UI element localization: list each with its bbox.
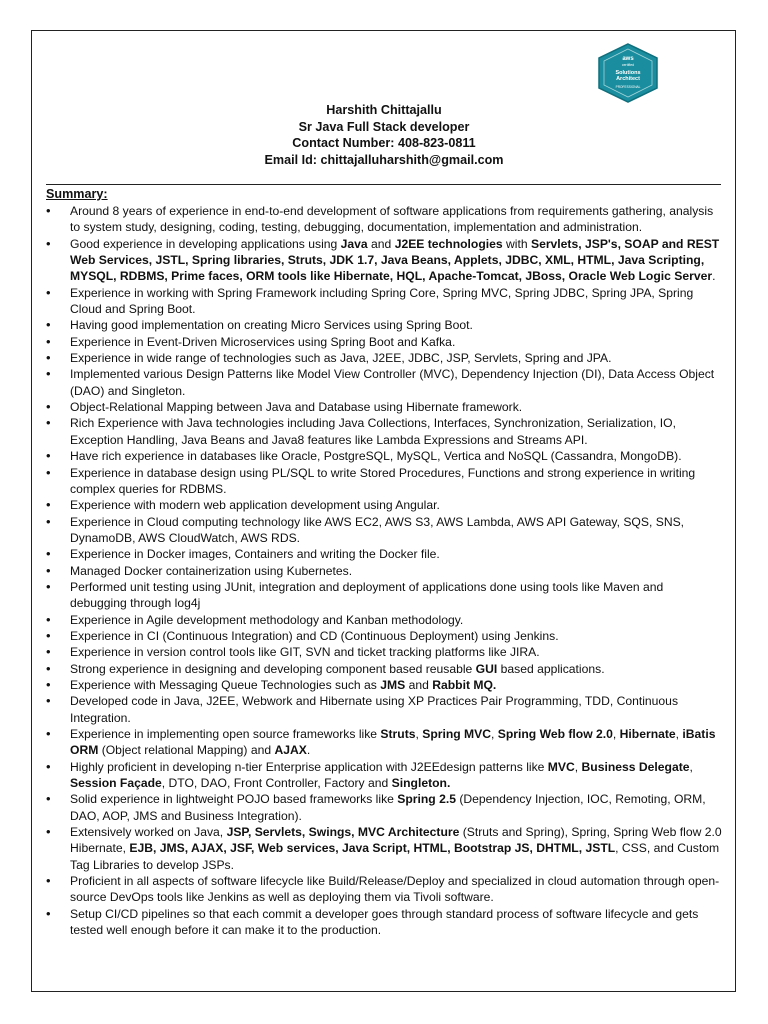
summary-item-text: Performed unit testing using JUnit, integration and deployment of applications done using tools like Maven and debugging through log4j (70, 579, 664, 611)
summary-item (46, 203, 723, 236)
summary-item (46, 546, 723, 562)
summary-item-text: and (405, 677, 433, 692)
summary-item-text: , CSS, and Custom Tag Libraries to develop JSPs. (70, 841, 720, 872)
summary-item (46, 726, 723, 759)
summary-item-bold-text: Session Façade (70, 776, 162, 791)
summary-item (46, 824, 723, 873)
summary-item-bold-text: GUI (475, 661, 498, 676)
summary-item (46, 514, 723, 547)
summary-item-text: (Struts and Spring), Spring, Spring Web flow 2.0 Hibernate, (70, 825, 722, 856)
summary-item-text: Experience with modern web application development using Angular. (70, 498, 440, 513)
summary-item (46, 873, 723, 906)
email-id: Email Id: chittajalluharshith@gmail.com (264, 152, 504, 167)
summary-item-text: Around 8 years of experience in end-to-end development of software applications from requirements gathering, analysis to system study, designing, coding, testing, debugging, documentation, implementation and administration. (70, 204, 714, 235)
summary-item-text: Experience in implementing open source frameworks like (70, 727, 381, 741)
summary-item-bold-text: Struts (380, 727, 416, 741)
summary-item-text: Object-Relational Mapping between Java and Database using Hibernate framework. (70, 400, 523, 415)
summary-item (46, 317, 723, 333)
summary-item-text: Good experience in developing applications using (70, 236, 341, 251)
contact-number: Contact Number: 408-823-0811 (292, 136, 476, 150)
summary-item-text: Experience in Cloud computing technology like AWS EC2, AWS S3, AWS Lambda, AWS API Gateway, SQS, SNS, DynamoDB, AWS CloudWatch, AWS RDS. (70, 514, 685, 545)
summary-item (46, 285, 723, 318)
summary-item-text: Rich Experience with Java technologies including Java Collections, Interfaces, Synchronization, Serialization, IO, Exception Handling, Java Beans and Java8 features like Lambda Expressions and Streams API. (70, 416, 676, 447)
summary-item-text: (Object relational Mapping) and (98, 743, 275, 758)
summary-item-text: Experience in version control tools like GIT, SVN and ticket tracking platforms like JIRA. (70, 645, 540, 660)
summary-item (46, 563, 723, 579)
badge-line-4: Architect (616, 76, 640, 82)
summary-item-text: Experience in Docker images, Containers and writing the Docker file. (70, 547, 440, 562)
summary-item-bold-text: Business Delegate (581, 759, 690, 774)
summary-item-bold-text: Rabbit MQ. (432, 677, 497, 692)
summary-item-bold-text: Hibernate (619, 727, 676, 741)
summary-item-text: , (574, 759, 582, 774)
summary-item (46, 465, 723, 498)
summary-item (46, 677, 723, 693)
badge-line-1: aws (622, 56, 634, 62)
summary-item (46, 644, 723, 660)
summary-item-text: Experience in working with Spring Framework including Spring Core, Spring MVC, Spring JDBC, Spring JPA, Spring Cloud and Spring Boot. (70, 285, 694, 317)
summary-item-text: (Dependency Injection, IOC, Remoting, ORM, DAO, AOP, JMS and Business Integration). (70, 792, 706, 823)
resume-header (150, 102, 618, 168)
summary-item-text: Experience in Event-Driven Microservices using Spring Boot and Kafka. (70, 334, 456, 349)
summary-item-bold-text: Spring MVC (422, 727, 492, 741)
summary-item-text: and (367, 236, 395, 251)
summary-item-text: . (712, 269, 716, 284)
summary-item-text: , DTO, DAO, Front Controller, Factory and (161, 776, 392, 791)
summary-item-text: Having good implementation on creating Micro Services using Spring Boot. (70, 318, 473, 333)
summary-item (46, 236, 723, 285)
summary-item (46, 791, 723, 824)
summary-item-text: Developed code in Java, J2EE, Webwork and Hibernate using XP Practices Pair Programming, TDD, Continuous Integration. (70, 694, 679, 725)
summary-item-bold-text: EJB, JMS, AJAX, JSF, Web services, Java Script, HTML, Bootstrap JS, DHTML, JSTL (129, 841, 616, 856)
summary-item-text: , (675, 727, 683, 741)
summary-item-text: . (306, 743, 311, 758)
summary-item-text: , (612, 727, 620, 741)
summary-item (46, 661, 723, 677)
summary-item-bold-text: MVC (547, 759, 575, 774)
summary-item-text: , (689, 759, 693, 774)
badge-line-3: Solutions (615, 70, 641, 76)
summary-item-text: with (502, 236, 531, 251)
summary-item (46, 628, 723, 644)
summary-item-text: Extensively worked on Java, (70, 825, 227, 840)
summary-item-text: Experience in database design using PL/SQL to write Stored Procedures, Functions and strong experience in writing complex queries for RDBMS. (70, 465, 696, 496)
aws-certification-badge (597, 43, 659, 103)
summary-item (46, 759, 723, 792)
summary-item-text: Managed Docker containerization using Kubernetes. (70, 563, 353, 578)
summary-list (46, 203, 723, 938)
header-divider (46, 184, 721, 185)
summary-item-text: Proficient in all aspects of software lifecycle like Build/Release/Deploy and specialized in cloud automation through open-source DevOps tools like Jenkins as well as deploying them via Tivoli software. (70, 874, 720, 905)
summary-item-text: Highly proficient in developing n-tier Enterprise application with J2EEdesign patterns like (70, 759, 548, 774)
summary-item (46, 448, 723, 464)
summary-item (46, 366, 723, 399)
summary-item-bold-text: JSP, Servlets, Swings, MVC Architecture (226, 825, 460, 840)
summary-item (46, 497, 723, 513)
summary-item-text: Experience in CI (Continuous Integration) and CD (Continuous Deployment) using Jenkins. (70, 628, 559, 643)
summary-item-text: Experience in Agile development methodology and Kanban methodology. (70, 612, 464, 627)
summary-item-text: , (491, 727, 498, 741)
summary-item-bold-text: JMS (380, 677, 406, 692)
summary-item (46, 399, 723, 415)
summary-item-text: Experience with Messaging Queue Technologies such as (70, 677, 381, 692)
badge-line-2: certified (621, 63, 635, 67)
summary-item (46, 350, 723, 366)
summary-item-text: Setup CI/CD pipelines so that each commit a developer goes through standard process of software lifecycle and gets tested well enough before it can make it to the production. (70, 906, 699, 938)
summary-item (46, 612, 723, 628)
summary-item-text: , (415, 727, 423, 741)
summary-item-bold-text: iBatis ORM (70, 727, 716, 758)
summary-item (46, 906, 723, 939)
summary-item-bold-text: Singleton. (391, 776, 451, 791)
summary-item-text: based applications. (497, 661, 605, 676)
candidate-name: Harshith Chittajallu (326, 103, 442, 117)
summary-item-text: Experience in wide range of technologies such as Java, J2EE, JDBC, JSP, Servlets, Spring and JPA. (70, 351, 612, 366)
summary-item-bold-text: Java (340, 236, 368, 251)
summary-item (46, 693, 723, 726)
summary-item (46, 334, 723, 350)
summary-item-bold-text: Spring 2.5 (397, 792, 456, 807)
badge-line-5: PROFESSIONAL (615, 85, 641, 89)
candidate-title: Sr Java Full Stack developer (298, 119, 470, 134)
summary-item-bold-text: Servlets, JSP's, SOAP and REST Web Services, JSTL, Spring libraries, Struts, JDK 1.7, Java Beans, Applets, JDBC, XML, HTML, Java Scripting, MYSQL, RDBMS, Prime faces, ORM tools like Hibernate, HQL, Apache-Tomcat, JBoss, Oracle Web Logic Server (70, 236, 720, 284)
summary-item-bold-text: Spring Web flow 2.0 (497, 727, 613, 741)
summary-item (46, 415, 723, 448)
summary-item-text: Implemented various Design Patterns like Model View Controller (MVC), Dependency Injection (DI), Data Access Object (DAO) and Singleton. (70, 367, 715, 398)
summary-heading: Summary: (46, 187, 108, 201)
summary-item-text: Strong experience in designing and developing component based reusable (70, 661, 476, 676)
summary-item-text: Solid experience in lightweight POJO based frameworks like (70, 792, 398, 807)
summary-item-bold-text: J2EE technologies (394, 236, 503, 251)
summary-item (46, 579, 723, 612)
summary-item-text: Have rich experience in databases like Oracle, PostgreSQL, MySQL, Vertica and NoSQL (Cassandra, MongoDB). (70, 449, 682, 464)
summary-item-bold-text: AJAX (274, 743, 307, 758)
